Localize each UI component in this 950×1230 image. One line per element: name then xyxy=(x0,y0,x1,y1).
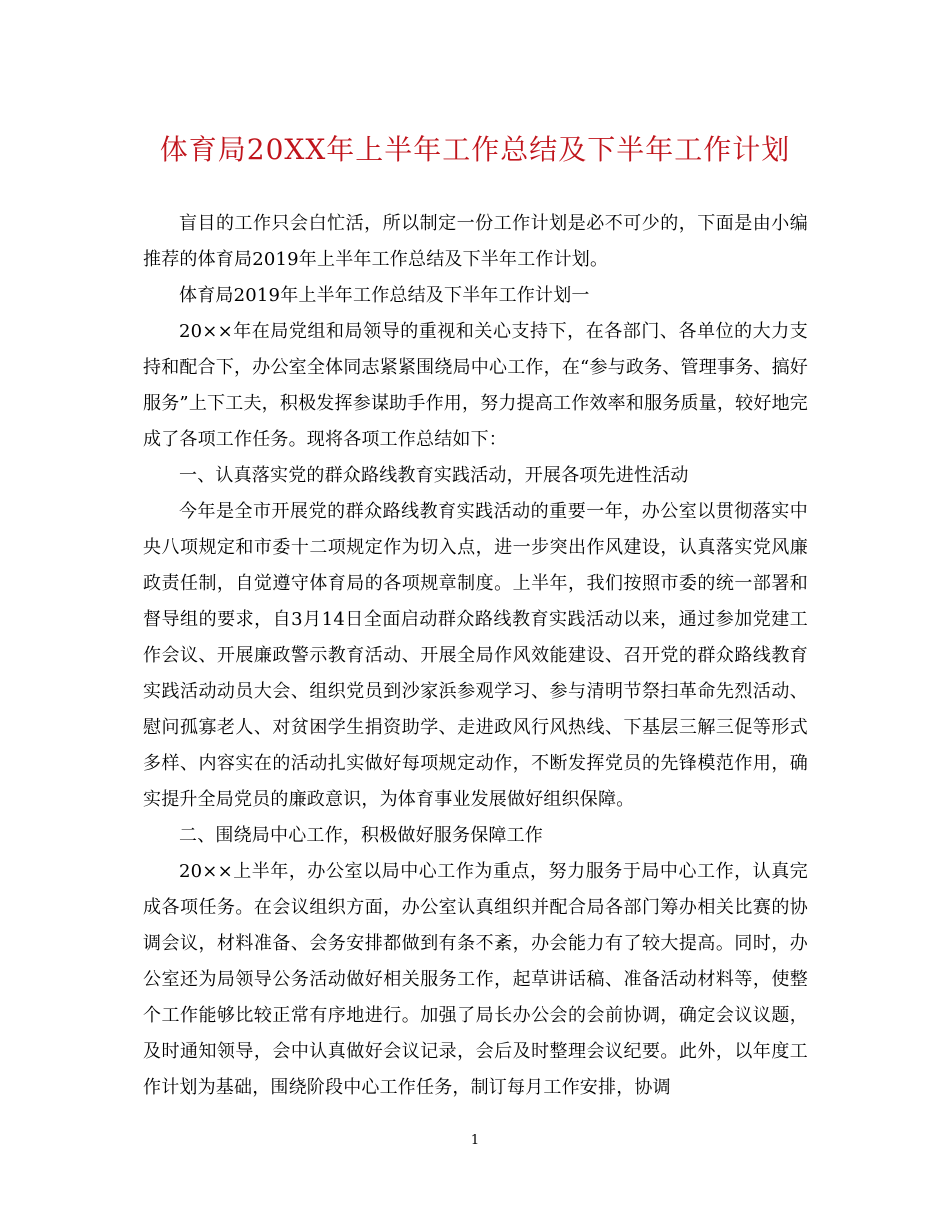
document-body xyxy=(143,206,808,1106)
section-heading-2: 二、围绕局中心工作，积极做好服务保障工作 xyxy=(179,825,543,846)
page-number: 1 xyxy=(470,1133,480,1148)
paragraph-intro: 盲目的工作只会白忙活，所以制定一份工作计划是必不可少的，下面是由小编推荐的体育局2019年上半年工作总结及下半年工作计划。 xyxy=(143,213,808,270)
paragraph-subtitle: 体育局2019年上半年工作总结及下半年工作计划一 xyxy=(179,285,590,306)
document-title: 体育局20XX年上半年工作总结及下半年工作计划 xyxy=(159,133,791,166)
paragraph-overview: 20××年在局党组和局领导的重视和关心支持下，在各部门、各单位的大力支持和配合下，办公室全体同志紧紧围绕局中心工作，在“参与政务、管理事务、搞好服务”上下工夫，积极发挥参谋助手作用，努力提高工作效率和服务质量，较好地完成了各项工作任务。现将各项工作总结如下： xyxy=(143,321,808,450)
paragraph-section-1: 今年是全市开展党的群众路线教育实践活动的重要一年，办公室以贯彻落实中央八项规定和市委十二项规定作为切入点，进一步突出作风建设，认真落实党风廉政责任制，自觉遵守体育局的各项规章制度。上半年，我们按照市委的统一部署和督导组的要求，自3月14日全面启动群众路线教育实践活动以来，通过参加党建工作会议、开展廉政警示教育活动、开展全局作风效能建设、召开党的群众路线教育实践活动动员大会、组织党员到沙家浜参观学习、参与清明节祭扫革命先烈活动、慰问孤寡老人、对贫困学生捐资助学、走进政风行风热线、下基层三解三促等形式多样、内容实在的活动扎实做好每项规定动作，不断发挥党员的先锋模范作用，确实提升全局党员的廉政意识，为体育事业发展做好组织保障。 xyxy=(143,501,808,810)
section-heading-1: 一、认真落实党的群众路线教育实践活动，开展各项先进性活动 xyxy=(179,465,689,486)
paragraph-section-2: 20××上半年，办公室以局中心工作为重点，努力服务于局中心工作，认真完成各项任务。在会议组织方面，办公室认真组织并配合局各部门筹办相关比赛的协调会议，材料准备、会务安排都做到有条不紊，办会能力有了较大提高。同时，办公室还为局领导公务活动做好相关服务工作，起草讲话稿、准备活动材料等，使整个工作能够比较正常有序地进行。加强了局长办公会的会前协调，确定会议议题，及时通知领导，会中认真做好会议记录，会后及时整理会议纪要。此外，以年度工作计划为基础，围绕阶段中心工作任务，制订每月工作安排，协调 xyxy=(143,861,808,1098)
